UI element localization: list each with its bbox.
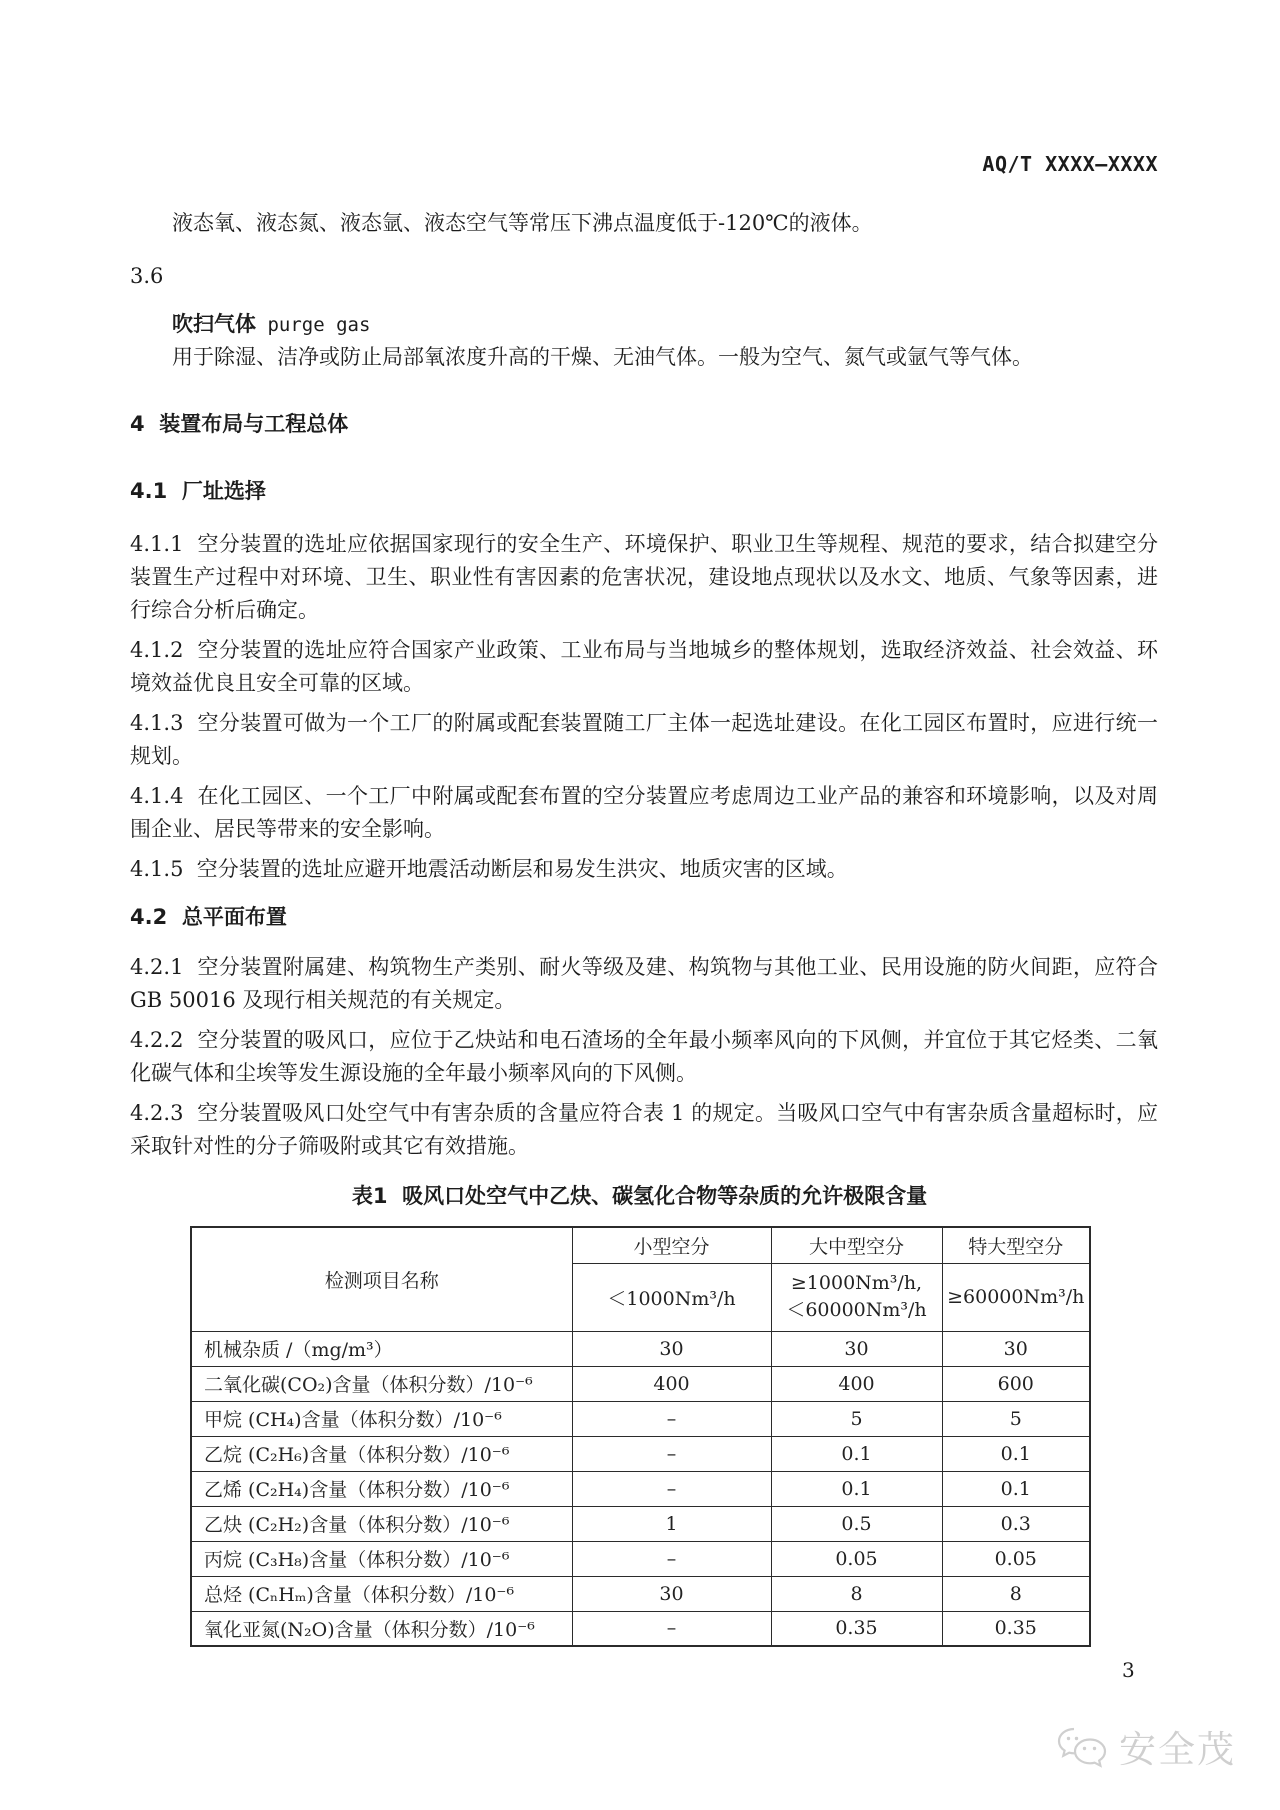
header-item-name: 检测项目名称 xyxy=(191,1227,572,1331)
row-value-large: 0.1 xyxy=(942,1471,1090,1506)
paragraph-4-1-5: 4.1.5 空分装置的选址应避开地震活动断层和易发生洪灾、地质灾害的区域。 xyxy=(130,857,848,881)
term-title-zh: 吹扫气体 xyxy=(172,312,256,336)
row-value-small: 1 xyxy=(572,1506,771,1541)
intro-paragraph: 液态氧、液态氮、液态氩、液态空气等常压下沸点温度低于-120℃的液体。 xyxy=(172,211,873,235)
heading-4: 4 装置布局与工程总体 xyxy=(130,412,349,436)
row-value-large: 0.3 xyxy=(942,1506,1090,1541)
row-value-small: – xyxy=(572,1541,771,1576)
table-row xyxy=(191,1436,1090,1471)
row-item-label: 乙烷 (C₂H₆)含量（体积分数）/10⁻⁶ xyxy=(191,1436,572,1471)
row-item-label: 乙炔 (C₂H₂)含量（体积分数）/10⁻⁶ xyxy=(191,1506,572,1541)
page-number: 3 xyxy=(1122,1658,1135,1682)
table-row xyxy=(191,1471,1090,1506)
wechat-icon xyxy=(1055,1726,1111,1774)
row-value-small: 30 xyxy=(572,1331,771,1366)
paragraph-4-1-4: 4.1.4 在化工园区、一个工厂中附属或配套布置的空分装置应考虑周边工业产品的兼容和环境影响，以及对周围企业、居民等带来的安全影响。 xyxy=(130,784,1158,841)
header-group-small: 小型空分 xyxy=(572,1227,771,1263)
row-value-medium: 400 xyxy=(771,1366,942,1401)
table-row xyxy=(191,1401,1090,1436)
table-row xyxy=(191,1366,1090,1401)
row-item-label: 甲烷 (CH₄)含量（体积分数）/10⁻⁶ xyxy=(191,1401,572,1436)
row-value-medium: 0.35 xyxy=(771,1611,942,1646)
row-value-small: 30 xyxy=(572,1576,771,1611)
row-value-medium: 30 xyxy=(771,1331,942,1366)
term-title-en xyxy=(256,314,370,336)
watermark xyxy=(1055,1726,1236,1774)
capacity-medium-line2: ＜60000Nm³/h xyxy=(786,1299,927,1321)
row-item-label: 乙烯 (C₂H₄)含量（体积分数）/10⁻⁶ xyxy=(191,1471,572,1506)
term-title xyxy=(130,311,1158,337)
table-row xyxy=(191,1611,1090,1646)
row-value-large: 8 xyxy=(942,1576,1090,1611)
paragraph-4-1-1: 4.1.1 空分装置的选址应依据国家现行的安全生产、环境保护、职业卫生等规程、规范的要求，结合拟建空分装置生产过程中对环境、卫生、职业性有害因素的危害状况，建设地点现状以及水文、地质、气象等因素，进行综合分析后确定。 xyxy=(130,532,1158,622)
row-value-large: 0.05 xyxy=(942,1541,1090,1576)
paragraph-4-1-2: 4.1.2 空分装置的选址应符合国家产业政策、工业布局与当地城乡的整体规划，选取经济效益、社会效益、环境效益优良且安全可靠的区域。 xyxy=(130,638,1158,695)
row-value-large: 600 xyxy=(942,1366,1090,1401)
row-value-medium: 0.5 xyxy=(771,1506,942,1541)
table-row xyxy=(191,1576,1090,1611)
row-value-small: – xyxy=(572,1401,771,1436)
row-value-medium: 5 xyxy=(771,1401,942,1436)
row-item-label: 二氧化碳(CO₂)含量（体积分数）/10⁻⁶ xyxy=(191,1366,572,1401)
term-definition: 用于除湿、洁净或防止局部氧浓度升高的干燥、无油气体。一般为空气、氮气或氩气等气体。 xyxy=(172,345,1033,369)
table-row xyxy=(191,1506,1090,1541)
row-value-small: – xyxy=(572,1436,771,1471)
row-value-large: 0.35 xyxy=(942,1611,1090,1646)
row-value-medium: 8 xyxy=(771,1576,942,1611)
row-value-small: – xyxy=(572,1471,771,1506)
heading-4-2: 4.2 总平面布置 xyxy=(130,905,287,929)
paragraph-4-2-2: 4.2.2 空分装置的吸风口，应位于乙炔站和电石渣场的全年最小频率风向的下风侧，并宜位于其它烃类、二氧化碳气体和尘埃等发生源设施的全年最小频率风向的下风侧。 xyxy=(130,1028,1158,1085)
row-item-label: 总烃 (CₙHₘ)含量（体积分数）/10⁻⁶ xyxy=(191,1576,572,1611)
term-title-en-text: purge gas xyxy=(267,314,371,336)
paragraph-4-1-3: 4.1.3 空分装置可做为一个工厂的附属或配套装置随工厂主体一起选址建设。在化工园区布置时，应进行统一规划。 xyxy=(130,711,1158,768)
term-number: 3.6 xyxy=(130,264,164,288)
row-value-medium: 0.1 xyxy=(771,1471,942,1506)
table-caption: 表1 吸风口处空气中乙炔、碳氢化合物等杂质的允许极限含量 xyxy=(351,1184,928,1208)
doc-code: AQ/T XXXX—XXXX xyxy=(982,152,1158,176)
paragraph-4-2-3: 4.2.3 空分装置吸风口处空气中有害杂质的含量应符合表 1 的规定。当吸风口空气中有害杂质含量超标时，应采取针对性的分子筛吸附或其它有效措施。 xyxy=(130,1101,1158,1158)
table-row xyxy=(191,1541,1090,1576)
row-item-label: 机械杂质 /（mg/m³） xyxy=(191,1331,572,1366)
row-item-label: 丙烷 (C₃H₈)含量（体积分数）/10⁻⁶ xyxy=(191,1541,572,1576)
row-value-large: 30 xyxy=(942,1331,1090,1366)
row-item-label: 氧化亚氮(N₂O)含量（体积分数）/10⁻⁶ xyxy=(191,1611,572,1646)
header-capacity-small: ＜1000Nm³/h xyxy=(572,1263,771,1331)
row-value-small: – xyxy=(572,1611,771,1646)
table-header-row-groups xyxy=(191,1227,1090,1263)
row-value-small: 400 xyxy=(572,1366,771,1401)
row-value-medium: 0.1 xyxy=(771,1436,942,1471)
header-group-large: 特大型空分 xyxy=(942,1227,1090,1263)
capacity-medium-line1: ≥1000Nm³/h, xyxy=(790,1272,923,1294)
heading-4-1: 4.1 厂址选择 xyxy=(130,479,266,503)
impurity-limits-table xyxy=(190,1226,1091,1647)
row-value-large: 0.1 xyxy=(942,1436,1090,1471)
table-row xyxy=(191,1331,1090,1366)
row-value-large: 5 xyxy=(942,1401,1090,1436)
header-capacity-medium xyxy=(771,1263,942,1331)
watermark-text: 安全茂 xyxy=(1119,1728,1236,1771)
row-value-medium: 0.05 xyxy=(771,1541,942,1576)
header-group-medium: 大中型空分 xyxy=(771,1227,942,1263)
paragraph-4-2-1: 4.2.1 空分装置附属建、构筑物生产类别、耐火等级及建、构筑物与其他工业、民用设施的防火间距，应符合 GB 50016 及现行相关规范的有关规定。 xyxy=(130,955,1165,1012)
header-capacity-large: ≥60000Nm³/h xyxy=(942,1263,1090,1331)
